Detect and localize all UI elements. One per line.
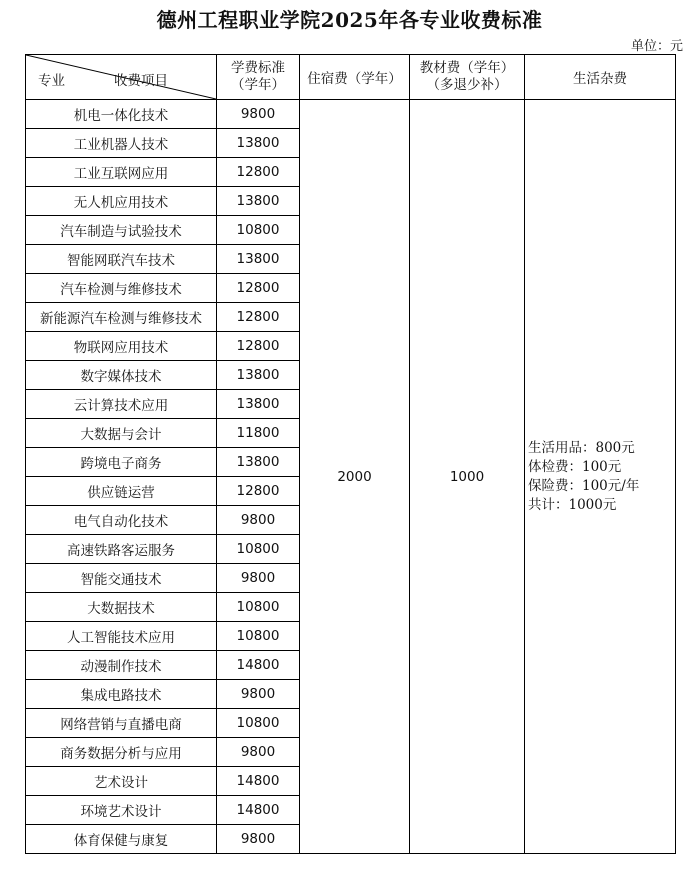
tuition-value: 9800: [217, 738, 300, 767]
major-name: 智能网联汽车技术: [26, 245, 217, 274]
corner-items-label: 收费项目: [114, 73, 168, 89]
major-name: 人工智能技术应用: [26, 622, 217, 651]
living-total-fee: 共计：1000元: [528, 496, 617, 513]
unit-label: 单位：元: [630, 39, 683, 54]
major-name: 电气自动化技术: [26, 506, 217, 535]
tuition-value: 10800: [217, 593, 300, 622]
major-name: 工业互联网应用: [26, 158, 217, 187]
major-name: 数字媒体技术: [26, 361, 217, 390]
tuition-value: 12800: [217, 332, 300, 361]
major-name: 体育保健与康复: [26, 825, 217, 854]
page-title: 德州工程职业学院2025年各专业收费标准: [156, 8, 543, 32]
major-name: 汽车制造与试验技术: [26, 216, 217, 245]
tuition-header: [217, 55, 300, 100]
major-name: 大数据技术: [26, 593, 217, 622]
major-name: 网络营销与直播电商: [26, 709, 217, 738]
tuition-header-line2: （学年）: [231, 77, 285, 93]
tuition-value: 9800: [217, 564, 300, 593]
major-name: 环境艺术设计: [26, 796, 217, 825]
tuition-value: 9800: [217, 680, 300, 709]
checkup-fee: 体检费：100元: [528, 458, 622, 475]
textbook-fee-value: 1000: [410, 100, 525, 854]
tuition-value: 13800: [217, 390, 300, 419]
tuition-value: 10800: [217, 709, 300, 738]
tuition-value: 10800: [217, 535, 300, 564]
header-row: [26, 55, 676, 100]
tuition-value: 13800: [217, 361, 300, 390]
major-name: 跨境电子商务: [26, 448, 217, 477]
major-name: 供应链运营: [26, 477, 217, 506]
living-fee-cell: [525, 100, 676, 854]
tuition-value: 12800: [217, 303, 300, 332]
major-name: 艺术设计: [26, 767, 217, 796]
tuition-value: 12800: [217, 274, 300, 303]
tuition-value: 13800: [217, 187, 300, 216]
major-name: 新能源汽车检测与维修技术: [26, 303, 217, 332]
tuition-value: 14800: [217, 796, 300, 825]
major-name: 动漫制作技术: [26, 651, 217, 680]
fee-table: [25, 54, 676, 854]
major-name: 大数据与会计: [26, 419, 217, 448]
major-name: 无人机应用技术: [26, 187, 217, 216]
living-supplies-fee: 生活用品：800元: [528, 439, 635, 456]
textbook-header-line1: 教材费（学年）: [419, 60, 515, 76]
dorm-fee-value: 2000: [300, 100, 410, 854]
living-header: 生活杂费: [525, 55, 676, 100]
major-name: 机电一体化技术: [26, 100, 217, 129]
tuition-value: 12800: [217, 158, 300, 187]
table-row: [26, 100, 676, 129]
tuition-value: 9800: [217, 506, 300, 535]
tuition-header-line1: 学费标准: [231, 60, 285, 76]
tuition-value: 11800: [217, 419, 300, 448]
dorm-header: 住宿费（学年）: [300, 55, 410, 100]
tuition-value: 12800: [217, 477, 300, 506]
fee-table-body: [26, 100, 676, 854]
major-name: 云计算技术应用: [26, 390, 217, 419]
corner-header-cell: [26, 55, 217, 100]
major-name: 物联网应用技术: [26, 332, 217, 361]
major-name: 工业机器人技术: [26, 129, 217, 158]
tuition-value: 13800: [217, 448, 300, 477]
tuition-value: 9800: [217, 100, 300, 129]
tuition-value: 9800: [217, 825, 300, 854]
major-name: 商务数据分析与应用: [26, 738, 217, 767]
tuition-value: 13800: [217, 129, 300, 158]
tuition-value: 14800: [217, 651, 300, 680]
tuition-value: 10800: [217, 622, 300, 651]
textbook-header-line2: （多退少补）: [426, 77, 508, 93]
major-name: 汽车检测与维修技术: [26, 274, 217, 303]
tuition-value: 10800: [217, 216, 300, 245]
insurance-fee: 保险费：100元/年: [528, 477, 640, 494]
corner-major-label: 专业: [38, 73, 65, 89]
tuition-value: 14800: [217, 767, 300, 796]
textbook-header: [410, 55, 525, 100]
major-name: 高速铁路客运服务: [26, 535, 217, 564]
major-name: 集成电路技术: [26, 680, 217, 709]
tuition-value: 13800: [217, 245, 300, 274]
major-name: 智能交通技术: [26, 564, 217, 593]
